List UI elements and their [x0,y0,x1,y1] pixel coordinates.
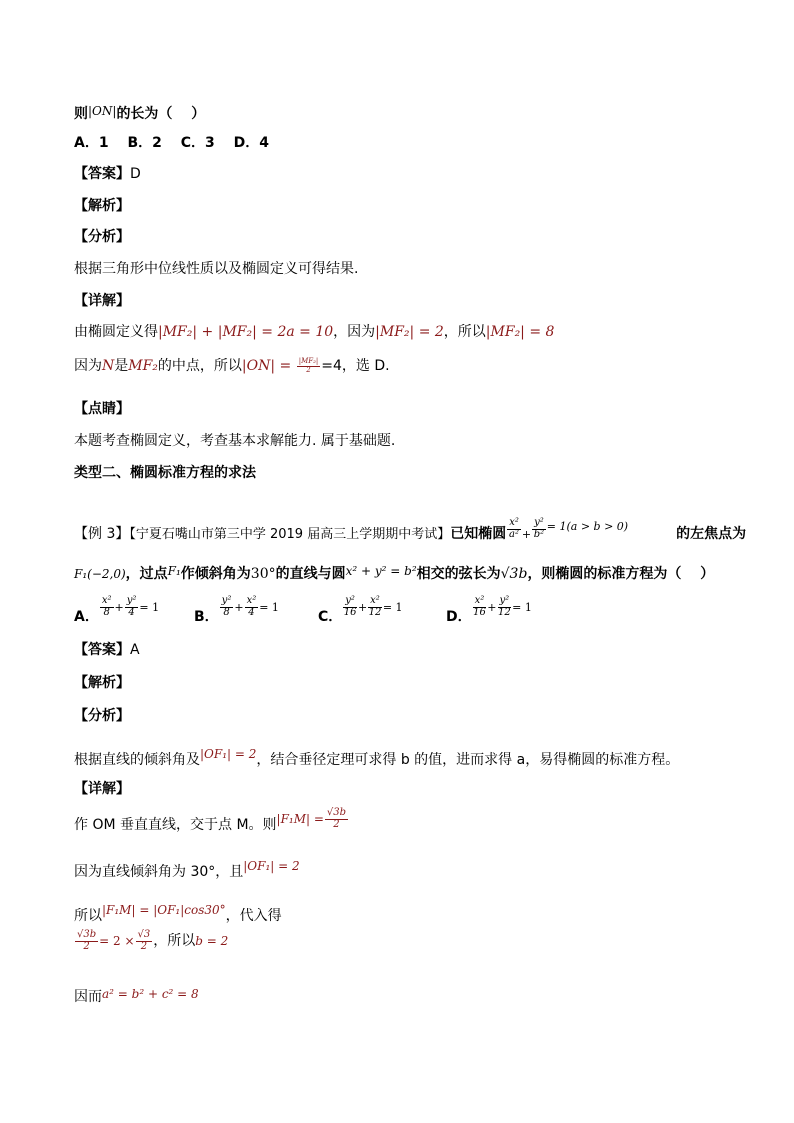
denominator: 12 [497,606,511,618]
fenxi-text: 根据三角形中位线性质以及椭圆定义可得结果. [74,261,359,277]
text: 作 OM 垂直直线，交于点 M。则 [74,817,277,833]
numerator: x² [474,595,485,606]
text: 根据直线的倾斜角及 [74,752,200,768]
stem-abs-on: |ON| [88,104,117,118]
text: 已知椭圆 [450,526,507,542]
text: ，所以 [153,933,196,949]
answer-value: D [130,166,141,182]
detail-line-angle [74,856,300,882]
equation: x² + y² = b² [345,564,417,578]
text: ，因为 [333,324,376,340]
text: 因为直线倾斜角为 30°，且 [74,864,244,880]
focus-point: F₁(−2,0) [74,567,126,581]
denominator: 2 [83,940,90,952]
fraction [136,930,153,952]
label: A． [74,609,99,625]
numerator: y² [345,595,355,606]
equation: |F₁M| = [276,812,324,826]
example-analysis-tag: 【解析】 [74,675,130,691]
equation: 30° [250,566,276,582]
fraction [473,596,487,618]
denominator: 16 [473,606,486,618]
answer-tag: 【答案】 [74,166,130,182]
example-stem-line-2 [74,561,714,584]
answer-value: A [130,642,140,658]
numerator: √3 [137,929,151,940]
text: 由椭圆定义得 [74,324,158,340]
section-title: 类型二、椭圆标准方程的求法 [74,465,256,481]
numerator: |MF₂| [298,357,319,366]
text: ，代入得 [225,908,282,924]
equation: |ON| = [241,358,292,374]
example-fenxi-tag: 【分析】 [74,708,130,724]
denominator: 4 [248,606,255,618]
ellipse-term-x: $\frac{\text{x²}}{\text{a²}}$ [509,517,520,540]
text: 作倾斜角为 [180,566,251,582]
text: 的直线与圆 [275,566,346,582]
equation: N [102,358,115,374]
equation: |MF₂| + |MF₂| = 2a = 10 [158,324,334,340]
denominator: 2 [306,365,311,374]
detail-line-om [74,808,349,844]
text: ，过点 [125,566,168,582]
fraction [245,596,259,618]
text: 相交的弦长为 [416,566,501,582]
label: B． [194,609,219,625]
numerator: y² [499,595,510,606]
label: D． [446,609,472,625]
equation: = 2 × [99,934,135,948]
denominator: 8 [223,606,230,618]
example-fenxi-text [74,744,679,770]
text: ，结合垂径定理可求得 b 的值，进而求得 a，易得椭圆的标准方程。 [256,752,680,768]
numerator: x² [101,595,112,606]
denominator: 8 [103,606,110,618]
text: 因而 [74,989,102,1005]
text: ，所以 [443,324,486,340]
detail-line-a-squared [74,984,199,1007]
equation: √3b [500,566,528,582]
ellipse-term-y: $\frac{\text{y²}}{\text{b²}}$ [533,517,545,540]
denominator: 12 [368,606,382,618]
rhs: = 1 [382,601,403,614]
example-label: 【例 3】 [74,526,130,542]
denominator: 16 [343,606,357,618]
stem-prefix: 则 [74,106,88,122]
fraction [125,596,139,618]
label: C． [318,609,343,625]
rhs: = 1 [512,601,532,614]
example-stem-line-1: 【例 3】【宁夏石嘴山市第三中学 2019 届高三上学期期中考试】已知椭圆 $\frac{\text{x²}}{\text{a²}}$ + $\frac{\text{y²}}{\text{b²}}$ $^{= 1(a > b > 0)}$ 的左焦点为 [74,517,747,542]
equation: |MF₂| = 2 [375,324,444,340]
denominator: 4 [128,606,135,618]
equation: a² = b² + c² = 8 [102,987,199,1001]
numerator: y² [126,595,137,606]
question-stem [74,101,205,124]
dianjing-tag: 【点睛】 [74,401,130,417]
choices-line: A．1 B．2 C．3 D．4 [74,135,269,151]
denominator: 2 [333,818,340,830]
text: 的左焦点为 [676,526,747,542]
fraction [368,596,382,618]
example-source: 【宁夏石嘴山市第三中学 2019 届高三上学期期中考试】 [129,527,451,542]
answer-line [74,164,141,184]
choice-b: B． $\frac{\text{y²}}{8}$ + $\frac{\text{x²}}{4}$ = 1 [194,595,279,625]
numerator: √3b [326,807,347,818]
equation: b = 2 [195,934,229,948]
equation: F₁ [167,564,181,578]
fraction [220,596,234,618]
equation: |OF₁| = 2 [200,747,257,761]
choice-d: D． $\frac{\text{x²}}{16}$ + $\frac{\text{y²}}{12}$ = 1 [446,595,532,625]
numerator: x² [370,595,380,606]
ellipse-condition: = 1(a > b > 0) [546,520,629,533]
detail-line-1 [74,322,554,342]
fenxi-tag: 【分析】 [74,229,130,245]
detail-line-2 [74,356,390,376]
equation: |OF₁| = 2 [243,859,300,873]
fraction [297,358,321,374]
text: 的中点，所以 [157,358,242,374]
numerator: x² [246,595,257,606]
choice-c: C． $\frac{\text{y²}}{16}$ + $\frac{\text{x²}}{12}$ = 1 [318,595,403,625]
equation: |F₁M| = |OF₁|cos30° [102,903,226,917]
text: 因为 [74,358,102,374]
numerator: y² [221,595,232,606]
example-answer-line [74,640,140,660]
dianjing-text: 本题考查椭圆定义，考查基本求解能力. 属于基础题. [74,433,396,449]
numerator: √3b [77,929,97,940]
example-xiangjie-tag: 【详解】 [74,781,130,797]
choice-a: A． $\frac{\text{x²}}{8}$ + $\frac{\text{y²}}{4}$ = 1 [74,595,160,625]
equation: MF₂ [128,358,158,374]
stem-suffix: 的长为（ ） [116,106,206,122]
fraction [343,596,357,618]
fraction [75,930,98,952]
equation: |MF₂| = 8 [485,324,555,340]
fraction [325,808,348,830]
text: ，则椭圆的标准方程为（ ） [527,566,715,582]
denominator: 2 [140,940,148,952]
fraction [100,596,114,618]
rhs: = 1 [259,601,279,614]
text: =4，选 D. [321,358,390,374]
rhs: = 1 [139,601,160,614]
answer-tag: 【答案】 [74,642,130,658]
xiangjie-tag: 【详解】 [74,293,130,309]
text: 所以 [74,908,102,924]
analysis-tag: 【解析】 [74,198,130,214]
detail-line-substitute [74,930,228,970]
text: 是 [114,358,129,374]
detail-line-cos [74,900,282,926]
fraction [498,596,512,618]
